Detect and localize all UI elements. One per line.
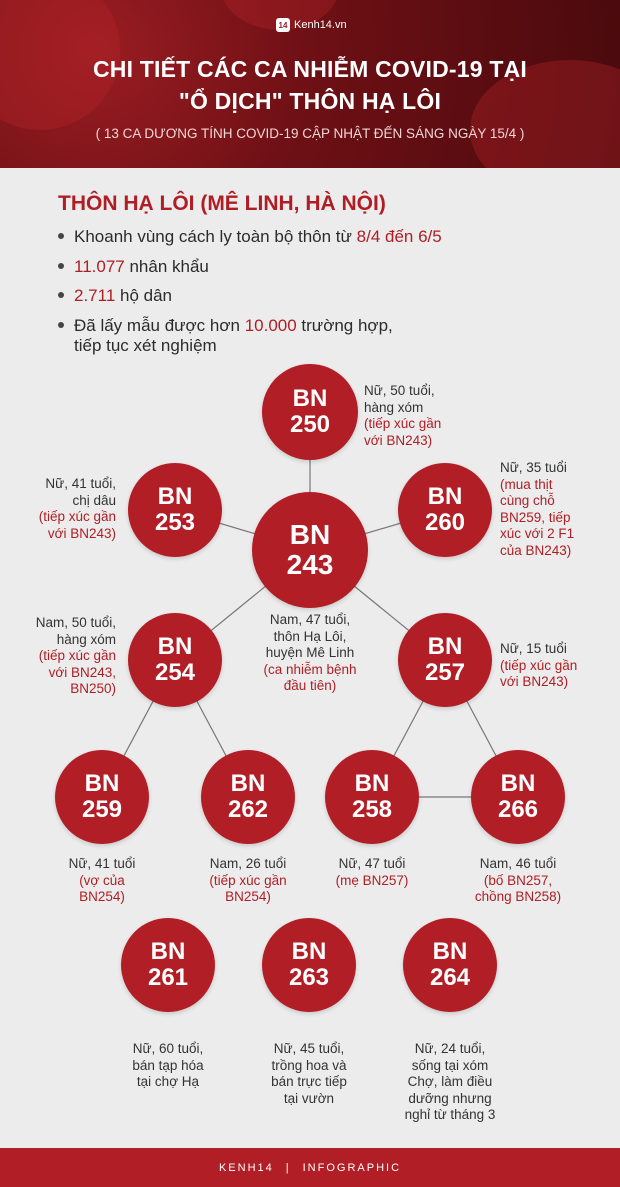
title-line-2: "Ổ DỊCH" THÔN HẠ LÔI xyxy=(178,88,442,114)
village-title: THÔN HẠ LÔI (MÊ LINH, HÀ NỘI) xyxy=(58,192,386,215)
note-bn264: Nữ, 24 tuổi, sống tại xóm Chợ, làm điều dưỡng nhưng nghỉ từ tháng 3 xyxy=(404,1041,496,1122)
case-bn253: BN 253 xyxy=(128,463,222,557)
bullet-samples-line2: tiếp tục xét nghiệm xyxy=(74,336,217,355)
note-bn254: Nam, 50 tuổi, hàng xóm (tiếp xúc gần với BN243, BN250) xyxy=(35,615,116,696)
note-bn266: Nam, 46 tuổi (bố BN257, chồng BN258) xyxy=(474,856,562,904)
logo-badge: 14 xyxy=(276,18,290,32)
note-bn243: Nam, 47 tuổi, thôn Hạ Lôi, huyện Mê Linh (ca nhiễm bệnh đầu tiên) xyxy=(263,612,357,693)
case-bn266: BN 266 xyxy=(471,750,565,844)
footer-bar xyxy=(0,1148,620,1187)
case-bn263: BN 263 xyxy=(262,918,356,1012)
footer-label: INFOGRAPHIC xyxy=(302,1161,402,1174)
note-bn261: Nữ, 60 tuổi, bán tạp hóa tại chợ Hạ xyxy=(132,1041,204,1089)
quarantine-dates: 8/4 đến 6/5 xyxy=(356,227,442,246)
bullet-population: 11.077 nhân khẩu xyxy=(58,256,209,278)
footer-brand: KENH14 xyxy=(218,1161,274,1174)
note-bn263: Nữ, 45 tuổi, trồng hoa và bán trực tiếp tại vườn xyxy=(271,1041,347,1106)
case-bn260: BN 260 xyxy=(398,463,492,557)
logo-text: Kenh14.vn xyxy=(294,19,347,31)
case-bn250: BN 250 xyxy=(262,364,358,460)
note-bn258: Nữ, 47 tuổi (mẹ BN257) xyxy=(335,856,409,888)
case-bn243: BN 243 xyxy=(252,492,368,608)
sample-count: 10.000 xyxy=(244,316,297,335)
note-bn250: Nữ, 50 tuổi, hàng xóm (tiếp xúc gần với BN243) xyxy=(364,383,442,448)
note-bn257: Nữ, 15 tuổi (tiếp xúc gần với BN243) xyxy=(500,641,578,689)
case-bn254: BN 254 xyxy=(128,613,222,707)
subtitle: ( 13 CA DƯƠNG TÍNH COVID-19 CẬP NHẬT ĐẾN SÁNG NGÀY 15/4 ) xyxy=(95,126,525,141)
note-bn253: Nữ, 41 tuổi, chị dâu (tiếp xúc gần với BN243) xyxy=(38,476,116,541)
note-bn262: Nam, 26 tuổi (tiếp xúc gần BN254) xyxy=(209,856,287,904)
title-line-1: CHI TIẾT CÁC CA NHIỄM COVID-19 TẠI xyxy=(92,56,528,82)
bullet-households: 2.711 hộ dân xyxy=(58,285,172,307)
case-bn264: BN 264 xyxy=(403,918,497,1012)
bullet-quarantine: Khoanh vùng cách ly toàn bộ thôn từ 8/4 đến 6/5 xyxy=(58,226,442,248)
note-bn260: Nữ, 35 tuổi (mua thịt cùng chỗ BN259, tiếp xúc với 2 F1 của BN243) xyxy=(500,460,575,558)
case-bn259: BN 259 xyxy=(55,750,149,844)
population-count: 11.077 xyxy=(74,257,125,276)
footer-separator: | xyxy=(285,1161,291,1174)
case-bn258: BN 258 xyxy=(325,750,419,844)
note-bn259: Nữ, 41 tuổi (vợ của BN254) xyxy=(68,856,136,904)
household-count: 2.711 xyxy=(74,286,116,305)
case-bn262: BN 262 xyxy=(201,750,295,844)
bullet-samples: Đã lấy mẫu được hơn 10.000 trường hợp, xyxy=(58,315,393,337)
case-bn261: BN 261 xyxy=(121,918,215,1012)
case-bn257: BN 257 xyxy=(398,613,492,707)
